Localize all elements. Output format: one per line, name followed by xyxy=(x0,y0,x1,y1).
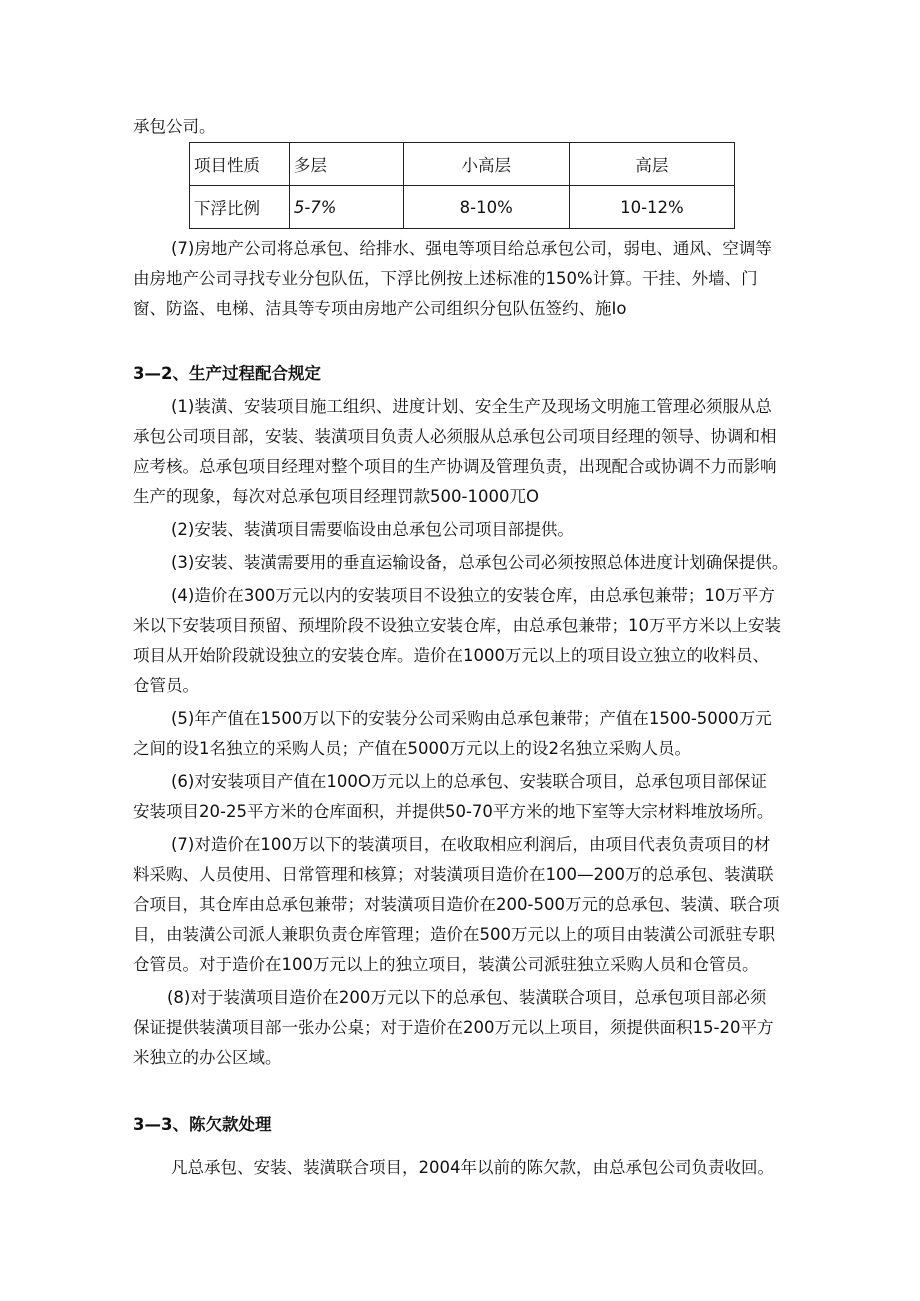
paragraph-line: 目，由装潢公司派人兼职负责仓库管理；造价在500万元以上的项目由装潢公司派驻专职 xyxy=(133,925,775,944)
paragraph-line: (5)年产值在1500万以下的安装分公司采购由总承包兼带；产值在1500-5000万元 xyxy=(171,709,772,728)
table-cell: 项目性质 xyxy=(190,143,290,186)
paragraph-line: 承包公司项目部，安装、装潢项目负责人必须服从总承包公司项目经理的领导、协调和相 xyxy=(133,427,777,446)
intro-tail-text: 承包公司。 xyxy=(133,117,216,136)
paragraph-line: (1)装潢、安装项目施工组织、进度计划、安全生产及现场文明施工管理必须服从总 xyxy=(171,397,772,416)
table-cell: 高层 xyxy=(569,143,734,186)
paragraph-line: 仓管员。 xyxy=(133,676,199,695)
table-row xyxy=(190,143,735,186)
paragraph-line: 合项目，其仓库由总承包兼带；对装潢项目造价在200-500万元的总承包、装潢、联合项 xyxy=(133,895,780,914)
paragraph-line: 安装项目20-25平方米的仓库面积，并提供50-70平方米的地下室等大宗材料堆放场所。 xyxy=(133,802,774,821)
paragraph-line: 米以下安装项目预留、预埋阶段不设独立安装仓库，由总承包兼带；10万平方米以上安装 xyxy=(133,616,781,635)
paragraph-line: 米独立的办公区域。 xyxy=(133,1048,282,1067)
paragraph-line: (4)造价在300万元以内的安装项目不设独立的安装仓库，由总承包兼带；10万平方 xyxy=(171,586,775,605)
paragraph-line: 料采购、人员使用、日常管理和核算；对装潢项目造价在100—200万的总承包、装潢联 xyxy=(133,865,774,884)
paragraph-line: (8)对于装潢项目造价在200万元以下的总承包、装潢联合项目，总承包项目部必须 xyxy=(167,988,767,1007)
section-heading: 3—3、陈欠款处理 xyxy=(133,1115,272,1134)
paragraph-line: 之间的设1名独立的采购人员；产值在5000万元以上的设2名独立采购人员。 xyxy=(133,739,691,758)
table-cell: 10-12% xyxy=(569,186,734,229)
paragraph-line: (6)对安装项目产值在100O万元以上的总承包、安装联合项目，总承包项目部保证 xyxy=(171,772,767,791)
paragraph-line: 凡总承包、安装、装潢联合项目，2004年以前的陈欠款，由总承包公司负责收回。 xyxy=(171,1158,774,1177)
table-row xyxy=(190,186,735,229)
paragraph-line: (2)安装、装潢项目需要临设由总承包公司项目部提供。 xyxy=(171,520,574,539)
discount-rate-table xyxy=(189,142,735,229)
paragraph-line: 项目从开始阶段就设独立的安装仓库。造价在1000万元以上的项目设立独立的收料员、 xyxy=(133,646,769,665)
table-cell: 5-7% xyxy=(289,186,403,229)
paragraph-line: 窗、防盗、电梯、洁具等专项由房地产公司组织分包队伍签约、施Io xyxy=(133,299,627,318)
table-cell: 小高层 xyxy=(403,143,569,186)
section-heading: 3—2、生产过程配合规定 xyxy=(133,364,321,383)
paragraph-line: 仓管员。对于造价在100万元以上的独立项目，装潢公司派驻独立采购人员和仓管员。 xyxy=(133,955,759,974)
table-cell: 多层 xyxy=(289,143,403,186)
paragraph-line: 应考核。总承包项目经理对整个项目的生产协调及管理负责，出现配合或协调不力而影响 xyxy=(133,457,777,476)
paragraph-line: (7)房地产公司将总承包、给排水、强电等项目给总承包公司，弱电、通风、空调等 xyxy=(171,239,772,258)
table-cell: 下浮比例 xyxy=(190,186,290,229)
paragraph-line: 由房地产公司寻找专业分包队伍，下浮比例按上述标准的150%计算。干挂、外墙、门 xyxy=(133,269,758,288)
paragraph-line: 生产的现象，每次对总承包项目经理罚款500-1000兀O xyxy=(133,487,539,506)
paragraph-line: 保证提供装潢项目部一张办公桌；对于造价在200万元以上项目，须提供面积15-20平方 xyxy=(133,1018,774,1037)
paragraph-line: (3)安装、装潢需要用的垂直运输设备，总承包公司必须按照总体进度计划确保提供。 xyxy=(171,553,789,572)
paragraph-line: (7)对造价在100万以下的装潢项目，在收取相应利润后，由项目代表负责项目的材 xyxy=(171,835,771,854)
table-cell: 8-10% xyxy=(403,186,569,229)
